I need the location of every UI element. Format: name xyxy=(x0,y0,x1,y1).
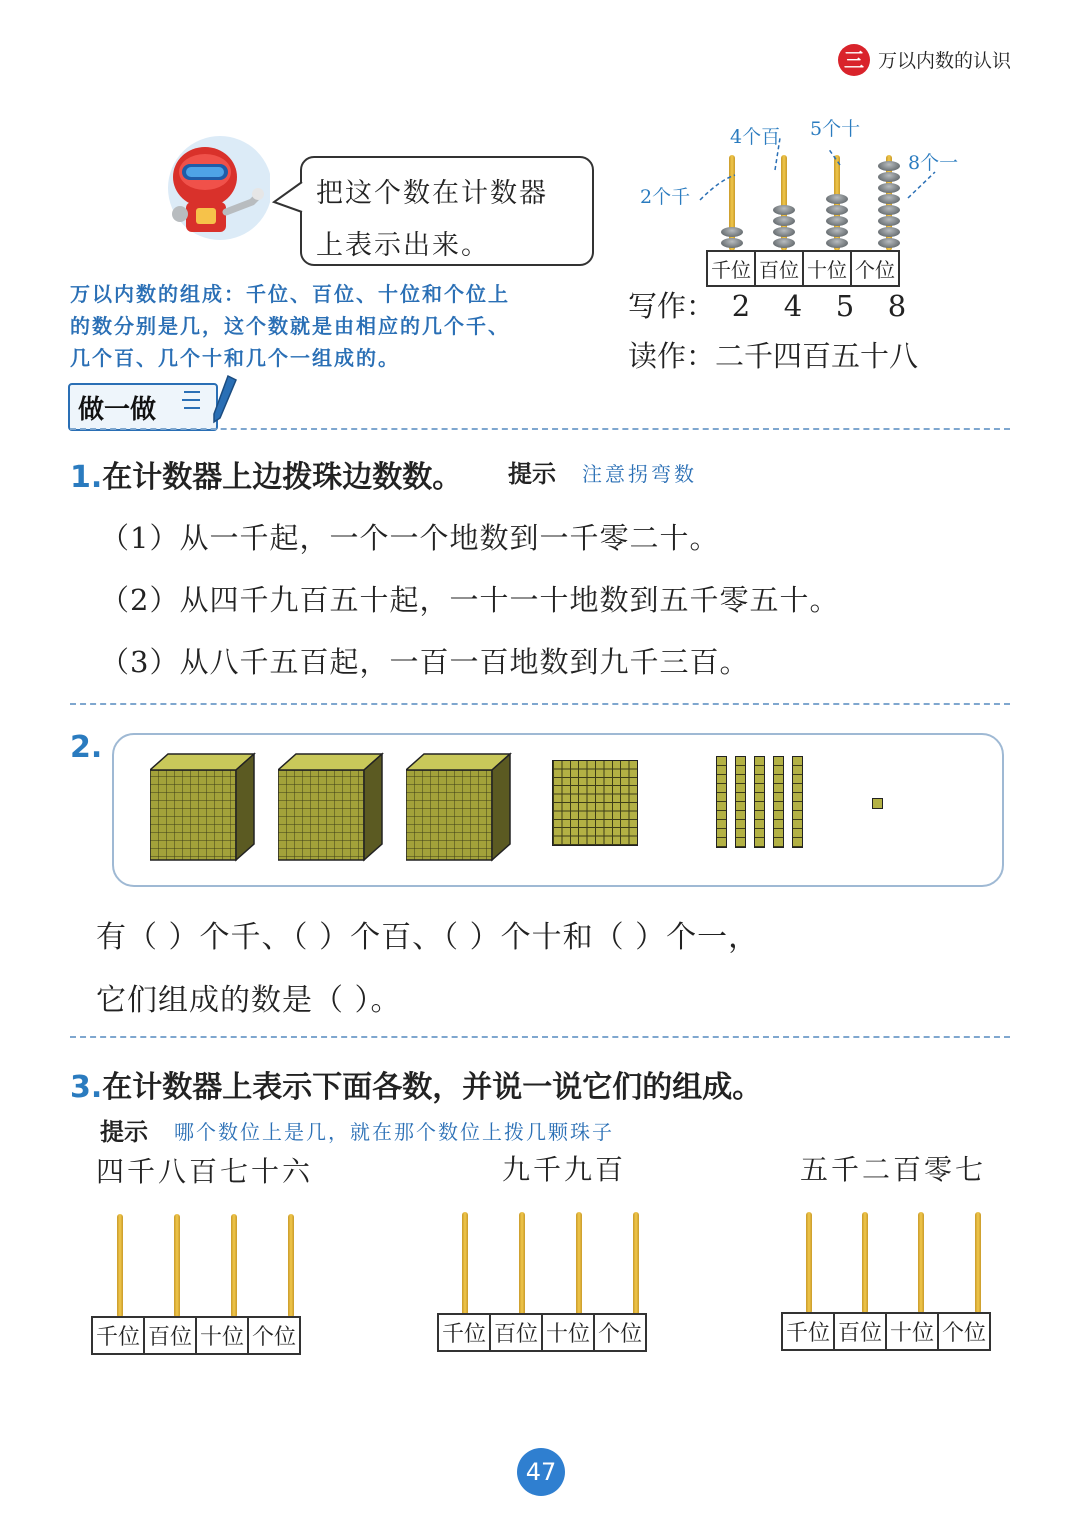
pencil-icon xyxy=(178,372,240,428)
column-tens: 十位 xyxy=(542,1314,594,1351)
ten-rod-icon xyxy=(792,756,803,848)
chapter-title: 万以内数的认识 xyxy=(878,50,1012,72)
abacus-rod xyxy=(231,1214,237,1318)
abacus-bead xyxy=(773,238,795,248)
write-label: 写作： xyxy=(628,289,716,323)
thousand-cube-icon xyxy=(150,752,262,864)
composition-note: 万以内数的组成：千位、百位、十位和个位上 的数分别是几，这个数就是由相应的几个千、 几个百、几个十和几个一组成的。 xyxy=(70,282,510,370)
column-thousands: 千位 xyxy=(92,1317,144,1354)
column-ones: 个位 xyxy=(594,1314,646,1351)
question-3 xyxy=(70,1062,762,1106)
column-ones: 个位 xyxy=(851,251,899,286)
question-1-item: （3）从八千五百起，一百一百地数到九千三百。 xyxy=(100,645,750,679)
place-value-table xyxy=(91,1316,301,1355)
read-value: 二千四百五十八 xyxy=(715,339,919,373)
place-value-table xyxy=(437,1313,647,1352)
thousand-cube-icon xyxy=(278,752,390,864)
divider xyxy=(70,428,1010,430)
hint-text: 注意拐弯数 xyxy=(582,462,697,486)
abacus-rod xyxy=(576,1212,582,1316)
read-line xyxy=(628,334,918,375)
ten-rod-icon xyxy=(754,756,765,848)
abacus-rod xyxy=(975,1212,981,1314)
abacus-rod xyxy=(633,1212,639,1316)
abacus-rod xyxy=(862,1212,868,1314)
write-digit: 4 xyxy=(783,289,803,323)
divider xyxy=(70,1036,1010,1038)
write-digit: 8 xyxy=(887,289,907,323)
page-number: 47 xyxy=(517,1448,565,1496)
number-to-show: 五千二百零七 xyxy=(800,1153,987,1186)
question-number: 2. xyxy=(70,730,103,765)
hint-text: 哪个数位上是几，就在那个数位上拨几颗珠子 xyxy=(174,1120,614,1144)
example-place-value-table xyxy=(706,250,900,287)
bubble-tail xyxy=(272,180,304,214)
practice-title: 做一做 xyxy=(78,395,157,425)
column-ones: 个位 xyxy=(938,1313,990,1350)
thousand-cube-icon xyxy=(406,752,518,864)
question-1 xyxy=(70,452,462,496)
ten-rod-icon xyxy=(773,756,784,848)
question-text: 在计数器上表示下面各数，并说一说它们的组成。 xyxy=(102,1070,763,1105)
abacus-rod xyxy=(806,1212,812,1314)
place-value-table xyxy=(781,1312,991,1351)
question-number: 1. xyxy=(70,460,103,495)
fill-in-line-1: 有（ ）个千、（ ）个百、（ ）个十和（ ）个一， xyxy=(96,920,760,955)
question-1-item: （2）从四千九百五十起，一十一十地数到五千零五十。 xyxy=(100,583,840,617)
abacus-rod xyxy=(918,1212,924,1314)
write-digit: 5 xyxy=(835,289,855,323)
write-line xyxy=(628,284,923,325)
column-hundreds: 百位 xyxy=(755,251,803,286)
ten-rod-icon xyxy=(716,756,727,848)
abacus-rod xyxy=(519,1212,525,1316)
column-tens: 十位 xyxy=(886,1313,938,1350)
number-to-show: 四千八百七十六 xyxy=(96,1155,314,1188)
fill-in-line-2: 它们组成的数是（ ）。 xyxy=(96,983,402,1018)
bubble-text: 把这个数在计数器 上表示出来。 xyxy=(316,178,548,261)
column-ones: 个位 xyxy=(248,1317,300,1354)
question-number: 3. xyxy=(70,1070,103,1105)
label-ones: 8个一 xyxy=(908,152,959,174)
column-thousands: 千位 xyxy=(707,251,755,286)
label-thousands: 2个千 xyxy=(640,186,691,208)
column-thousands: 千位 xyxy=(782,1313,834,1350)
abacus-rod xyxy=(288,1214,294,1318)
abacus-rod xyxy=(462,1212,468,1316)
write-digit: 2 xyxy=(731,289,751,323)
label-hundreds: 4个百 xyxy=(730,126,781,148)
number-to-show: 九千九百 xyxy=(502,1153,627,1186)
unit-cube-icon xyxy=(872,798,883,809)
column-hundreds: 百位 xyxy=(490,1314,542,1351)
column-tens: 十位 xyxy=(803,251,851,286)
chapter-badge: 三 xyxy=(838,44,870,76)
divider xyxy=(70,703,1010,705)
column-hundreds: 百位 xyxy=(834,1313,886,1350)
hundred-flat-icon xyxy=(552,760,638,846)
abacus-rod xyxy=(174,1214,180,1318)
question-text: 在计数器上边拨珠边数数。 xyxy=(102,460,463,495)
hint-label: 提示 xyxy=(100,1118,148,1146)
question-1-item: （1）从一千起，一个一个地数到一千零二十。 xyxy=(100,521,720,555)
column-hundreds: 百位 xyxy=(144,1317,196,1354)
abacus-rod xyxy=(117,1214,123,1318)
abacus-bead xyxy=(878,238,900,248)
robot-mascot-icon xyxy=(160,132,270,244)
abacus-bead xyxy=(721,238,743,248)
label-tens: 5个十 xyxy=(810,118,861,140)
abacus-bead xyxy=(826,238,848,248)
column-thousands: 千位 xyxy=(438,1314,490,1351)
hint-label: 提示 xyxy=(508,460,556,488)
ten-rod-icon xyxy=(735,756,746,848)
column-tens: 十位 xyxy=(196,1317,248,1354)
read-label: 读作： xyxy=(628,339,716,373)
